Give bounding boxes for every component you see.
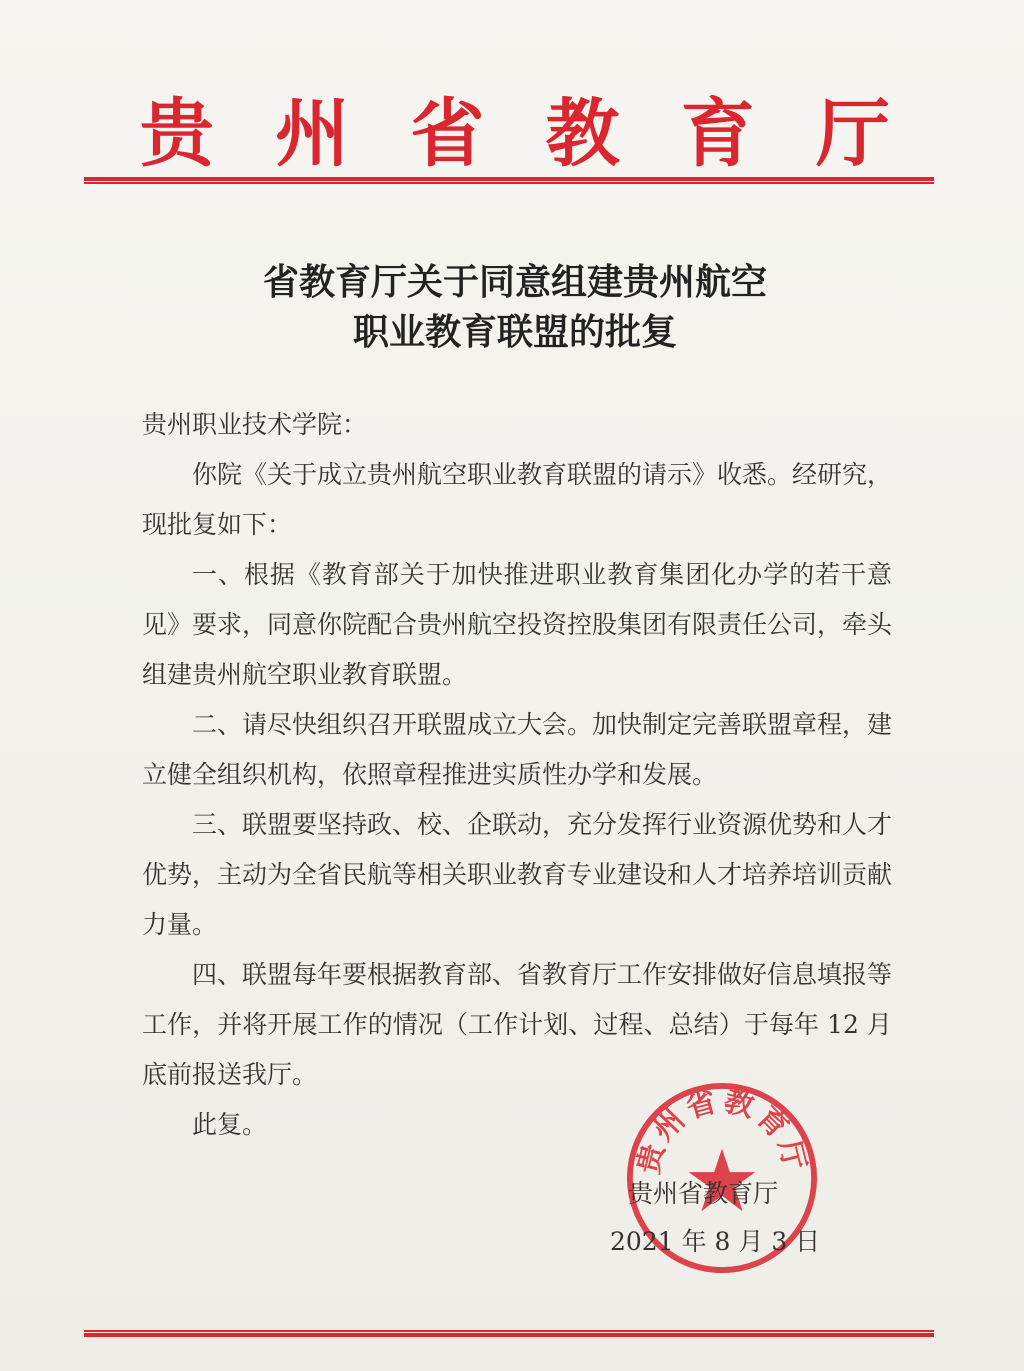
letterhead-char: 州 — [275, 91, 350, 177]
paragraph-closing: 此复。 — [192, 1110, 268, 1139]
seal-text: 贵州省教育厅 — [629, 1082, 815, 1178]
letterhead-char: 育 — [680, 91, 755, 177]
letterhead-char: 省 — [410, 91, 485, 177]
letterhead-char: 贵 — [140, 91, 214, 177]
signature-block — [610, 1170, 840, 1266]
paragraph-item-1: 一、根据《教育部关于加快推进职业教育集团化办学的若干意见》要求，同意你院配合贵州航空投资控股集团有限责任公司，牵头组建贵州航空职业教育联盟。 — [142, 560, 893, 689]
paragraph-item-2: 二、请尽快组织召开联盟成立大会。加快制定完善联盟章程，建立健全组织机构，依照章程推进实质性办学和发展。 — [142, 710, 893, 789]
letterhead — [80, 78, 950, 178]
signature-date: 2021 年 8 月 3 日 — [610, 1227, 821, 1256]
paragraph-intro: 你院《关于成立贵州航空职业教育联盟的请示》收悉。经研究，现批复如下： — [142, 460, 893, 539]
letterhead-char: 厅 — [815, 91, 890, 177]
paragraph-item-3: 三、联盟要坚持政、校、企联动，充分发挥行业资源优势和人才优势，主动为全省民航等相关职业教育专业建设和人才培养培训贡献力量。 — [142, 810, 893, 939]
title-line-1: 省教育厅关于同意组建贵州航空 — [262, 262, 767, 303]
letterhead-char: 教 — [545, 91, 620, 177]
title-line-2: 职业教育联盟的批复 — [352, 312, 677, 353]
document-body — [142, 400, 892, 1150]
footer-divider — [84, 1330, 934, 1337]
signature-org: 贵州省教育厅 — [628, 1179, 779, 1208]
paragraph-item-4: 四、联盟每年要根据教育部、省教育厅工作安排做好信息填报等工作，并将开展工作的情况（工作计划、过程、总结）于每年 12 月底前报送我厅。 — [142, 960, 893, 1089]
letterhead-divider — [84, 177, 934, 184]
salutation: 贵州职业技术学院： — [142, 410, 368, 439]
document-title — [120, 258, 910, 358]
